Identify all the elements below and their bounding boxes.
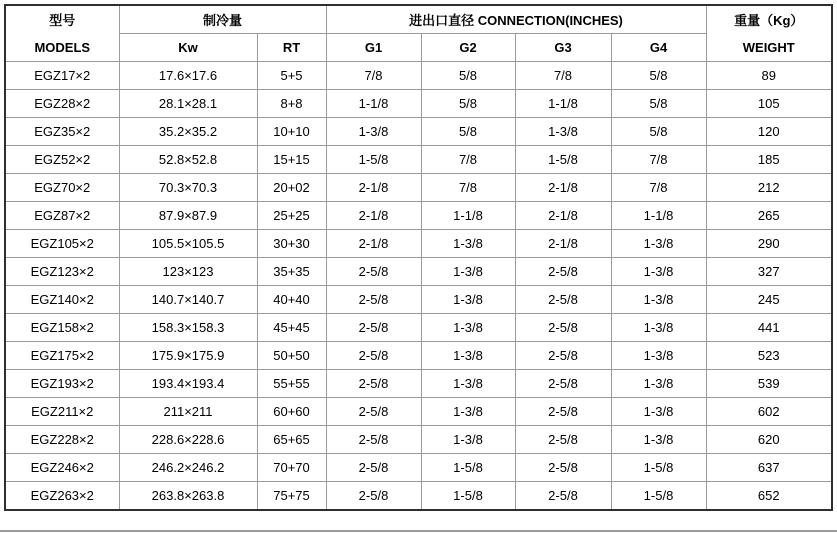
table-cell: 5/8 [611, 62, 706, 90]
table-row [5, 90, 832, 118]
table-cell: 25+25 [257, 202, 326, 230]
table-cell: 1-3/8 [326, 118, 421, 146]
col-header-weight [706, 5, 832, 62]
table-row [5, 230, 832, 258]
table-row [5, 118, 832, 146]
table-row [5, 398, 832, 426]
table-cell: EGZ52×2 [5, 146, 119, 174]
table-cell: 2-5/8 [326, 454, 421, 482]
table-row [5, 314, 832, 342]
table-cell: 5/8 [421, 62, 515, 90]
table-cell: 2-5/8 [515, 258, 611, 286]
table-cell: 1-3/8 [611, 314, 706, 342]
table-cell: 602 [706, 398, 832, 426]
table-body [5, 62, 832, 511]
col-header-models [5, 5, 119, 62]
table-row [5, 370, 832, 398]
table-cell: 1-3/8 [611, 426, 706, 454]
table-cell: 228.6×228.6 [119, 426, 257, 454]
table-cell: 539 [706, 370, 832, 398]
table-cell: 1-3/8 [515, 118, 611, 146]
table-cell: 1-5/8 [611, 482, 706, 511]
table-cell: 2-5/8 [515, 286, 611, 314]
table-cell: 652 [706, 482, 832, 511]
table-cell: 2-5/8 [326, 426, 421, 454]
table-cell: 175.9×175.9 [119, 342, 257, 370]
table-cell: 10+10 [257, 118, 326, 146]
table-cell: 246.2×246.2 [119, 454, 257, 482]
table-cell: 263.8×263.8 [119, 482, 257, 511]
table-cell: 523 [706, 342, 832, 370]
table-cell: EGZ228×2 [5, 426, 119, 454]
col-header-kw: Kw [119, 34, 257, 62]
table-cell: 1-3/8 [611, 230, 706, 258]
table-cell: EGZ35×2 [5, 118, 119, 146]
table-cell: EGZ175×2 [5, 342, 119, 370]
table-cell: 2-5/8 [326, 398, 421, 426]
table-cell: 2-5/8 [515, 342, 611, 370]
bottom-divider [0, 530, 837, 532]
table-cell: 2-1/8 [515, 202, 611, 230]
table-cell: 2-5/8 [326, 482, 421, 511]
table-cell: 140.7×140.7 [119, 286, 257, 314]
table-cell: 1-3/8 [611, 286, 706, 314]
table-cell: 30+30 [257, 230, 326, 258]
table-row [5, 174, 832, 202]
table-cell: 290 [706, 230, 832, 258]
table-cell: EGZ140×2 [5, 286, 119, 314]
table-cell: 7/8 [611, 174, 706, 202]
col-header-models-zh: 型号 [49, 12, 76, 28]
col-header-weight-zh: 重量（Kg） [734, 12, 804, 28]
table-cell: 70+70 [257, 454, 326, 482]
table-cell: 1-3/8 [421, 314, 515, 342]
table-cell: 1-3/8 [421, 230, 515, 258]
table-cell: EGZ246×2 [5, 454, 119, 482]
col-header-connection: 进出口直径 CONNECTION(INCHES) [326, 5, 706, 34]
table-cell: 55+55 [257, 370, 326, 398]
table-cell: 1-3/8 [421, 286, 515, 314]
table-cell: EGZ105×2 [5, 230, 119, 258]
table-cell: 1-5/8 [515, 146, 611, 174]
table-cell: 17.6×17.6 [119, 62, 257, 90]
table-cell: 35+35 [257, 258, 326, 286]
table-cell: 1-5/8 [326, 146, 421, 174]
table-cell: 28.1×28.1 [119, 90, 257, 118]
table-cell: 2-5/8 [326, 258, 421, 286]
table-cell: 1-3/8 [421, 398, 515, 426]
table-cell: 5/8 [421, 118, 515, 146]
table-cell: 7/8 [611, 146, 706, 174]
table-row [5, 258, 832, 286]
table-cell: 1-3/8 [611, 258, 706, 286]
table-cell: 327 [706, 258, 832, 286]
table-cell: 2-5/8 [326, 342, 421, 370]
table-cell: 2-1/8 [326, 230, 421, 258]
table-cell: 2-1/8 [326, 174, 421, 202]
table-row [5, 426, 832, 454]
table-cell: 2-1/8 [515, 174, 611, 202]
col-header-g2: G2 [421, 34, 515, 62]
table-cell: 40+40 [257, 286, 326, 314]
table-cell: 1-1/8 [326, 90, 421, 118]
table-cell: 1-3/8 [421, 342, 515, 370]
table-cell: EGZ158×2 [5, 314, 119, 342]
header-row-1 [5, 5, 832, 34]
table-cell: EGZ211×2 [5, 398, 119, 426]
table-cell: 1-1/8 [515, 90, 611, 118]
table-cell: EGZ17×2 [5, 62, 119, 90]
table-cell: 1-1/8 [611, 202, 706, 230]
table-cell: EGZ263×2 [5, 482, 119, 511]
table-cell: 2-5/8 [515, 314, 611, 342]
table-cell: 75+75 [257, 482, 326, 511]
table-cell: 620 [706, 426, 832, 454]
table-cell: 45+45 [257, 314, 326, 342]
table-cell: 1-3/8 [611, 370, 706, 398]
spec-table [4, 4, 833, 511]
table-cell: 15+15 [257, 146, 326, 174]
table-cell: 65+65 [257, 426, 326, 454]
table-cell: 637 [706, 454, 832, 482]
table-cell: 2-5/8 [326, 370, 421, 398]
table-cell: 52.8×52.8 [119, 146, 257, 174]
table-cell: 7/8 [515, 62, 611, 90]
table-cell: 5/8 [421, 90, 515, 118]
table-cell: EGZ28×2 [5, 90, 119, 118]
table-cell: 120 [706, 118, 832, 146]
table-cell: 5/8 [611, 118, 706, 146]
table-cell: 8+8 [257, 90, 326, 118]
table-cell: 2-5/8 [515, 482, 611, 511]
table-cell: 1-5/8 [421, 454, 515, 482]
table-cell: 105 [706, 90, 832, 118]
table-cell: 35.2×35.2 [119, 118, 257, 146]
table-cell: 7/8 [421, 146, 515, 174]
table-cell: 50+50 [257, 342, 326, 370]
table-row [5, 286, 832, 314]
table-cell: 2-1/8 [515, 230, 611, 258]
table-cell: 87.9×87.9 [119, 202, 257, 230]
table-cell: 5+5 [257, 62, 326, 90]
table-cell: 123×123 [119, 258, 257, 286]
table-row [5, 146, 832, 174]
table-cell: 20+02 [257, 174, 326, 202]
table-cell: 211×211 [119, 398, 257, 426]
table-cell: EGZ193×2 [5, 370, 119, 398]
table-cell: 2-1/8 [326, 202, 421, 230]
table-cell: 1-5/8 [421, 482, 515, 511]
spec-table-container [4, 4, 833, 511]
col-header-g4: G4 [611, 34, 706, 62]
table-cell: 158.3×158.3 [119, 314, 257, 342]
table-row [5, 202, 832, 230]
table-row [5, 454, 832, 482]
table-cell: EGZ87×2 [5, 202, 119, 230]
table-cell: 2-5/8 [515, 454, 611, 482]
table-cell: 2-5/8 [515, 370, 611, 398]
table-cell: 60+60 [257, 398, 326, 426]
table-row [5, 482, 832, 511]
table-cell: 89 [706, 62, 832, 90]
table-cell: 7/8 [421, 174, 515, 202]
table-cell: 105.5×105.5 [119, 230, 257, 258]
col-header-g3: G3 [515, 34, 611, 62]
table-cell: 193.4×193.4 [119, 370, 257, 398]
table-cell: 1-3/8 [611, 342, 706, 370]
col-header-rt: RT [257, 34, 326, 62]
table-cell: 1-5/8 [611, 454, 706, 482]
col-header-g1: G1 [326, 34, 421, 62]
table-cell: 441 [706, 314, 832, 342]
col-header-weight-en: WEIGHT [742, 39, 795, 55]
table-cell: 2-5/8 [515, 426, 611, 454]
table-cell: 265 [706, 202, 832, 230]
table-cell: 1-3/8 [421, 258, 515, 286]
table-cell: 185 [706, 146, 832, 174]
table-row [5, 62, 832, 90]
table-cell: 2-5/8 [515, 398, 611, 426]
col-header-models-en: MODELS [34, 39, 91, 55]
table-cell: 212 [706, 174, 832, 202]
table-cell: 70.3×70.3 [119, 174, 257, 202]
table-cell: 7/8 [326, 62, 421, 90]
table-row [5, 342, 832, 370]
table-cell: 2-5/8 [326, 286, 421, 314]
table-header [5, 5, 832, 62]
table-cell: 2-5/8 [326, 314, 421, 342]
table-cell: 1-3/8 [421, 426, 515, 454]
col-header-cooling-capacity: 制冷量 [119, 5, 326, 34]
table-cell: 245 [706, 286, 832, 314]
table-cell: EGZ123×2 [5, 258, 119, 286]
table-cell: EGZ70×2 [5, 174, 119, 202]
table-cell: 1-3/8 [611, 398, 706, 426]
table-cell: 1-1/8 [421, 202, 515, 230]
table-cell: 5/8 [611, 90, 706, 118]
table-cell: 1-3/8 [421, 370, 515, 398]
